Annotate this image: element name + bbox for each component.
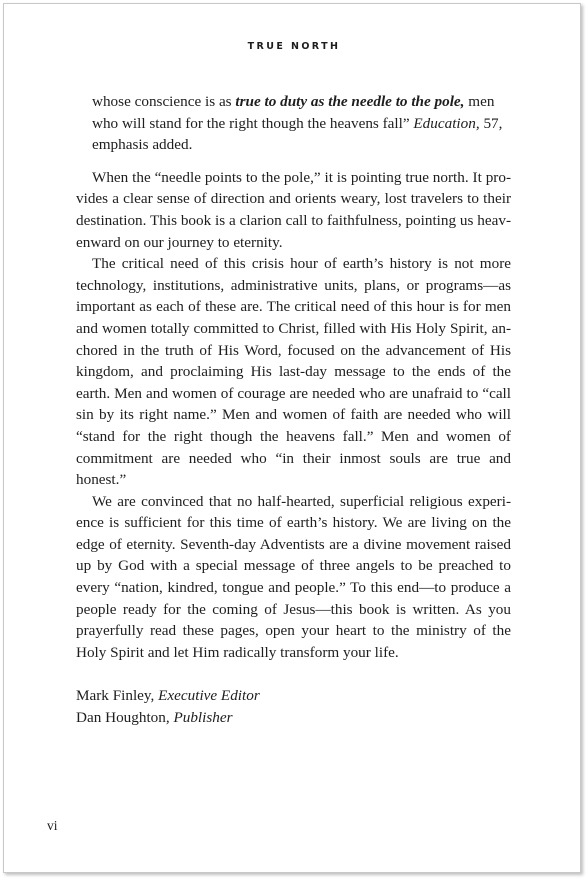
epigraph-source: Education, [413, 114, 480, 132]
signature-role: Executive Editor [158, 687, 260, 705]
paragraph-needle: When the “needle points to the pole,” it is pointing true north. It provides a clear sense of direction and orients weary, lost travelers to their destination. This book is a clarion call to faithfulness, pointing us heavenward on our journey to eternity. [76, 168, 511, 251]
paragraph-critical-need: The critical need of this crisis hour of earth’s history is not more technology, institutions, administrative units, plans, or programs—as important as each of these are. The critical need of this hour is for men and women totally committed to Christ, filled with His Holy Spirit, anchored in the truth of His Word, focused on the advancement of His kingdom, and proclaiming His last-day message to the ends of the earth. Men and women of courage are needed who are unafraid to “call sin by its right name.” Men and women of faith are needed who will “stand for the right though the heavens fall.” Men and women of commitment are needed who “in their inmost souls are true and honest.” [76, 255, 511, 489]
epigraph-lead: whose conscience is as [92, 93, 236, 110]
signature-publisher [76, 707, 511, 729]
epigraph-tail: 57, emphasis added. [92, 114, 503, 154]
signatures [76, 685, 511, 728]
epigraph-quote [92, 91, 511, 156]
signature-name: Mark Finley, [76, 687, 159, 705]
signature-role: Publisher [173, 709, 233, 727]
paragraph-convinced: We are convinced that no half-hearted, superficial religious experience is sufficient for this time of earth’s history. We are living on the edge of eternity. Seventh-day Adventists are a divine movement raised up by God with a special message of three angels to be preached to every “nation, kindred, tongue and people.” To this end—to produce a people ready for the coming of Jesus—this book is written. As you prayerfully read these pages, open your heart to the ministry of the Holy Spirit and let Him radically transform your life. [76, 492, 511, 661]
signature-name: Dan Houghton, [76, 709, 174, 727]
page-number: vi [47, 818, 58, 833]
running-head: TRUE NORTH [247, 41, 341, 52]
signature-executive-editor [76, 685, 511, 707]
epigraph-middle: men who will stand for the right though the heavens fall” [92, 93, 495, 132]
epigraph-emphasis: true to duty as the needle to the pole, [235, 93, 465, 110]
body-text [76, 91, 511, 729]
